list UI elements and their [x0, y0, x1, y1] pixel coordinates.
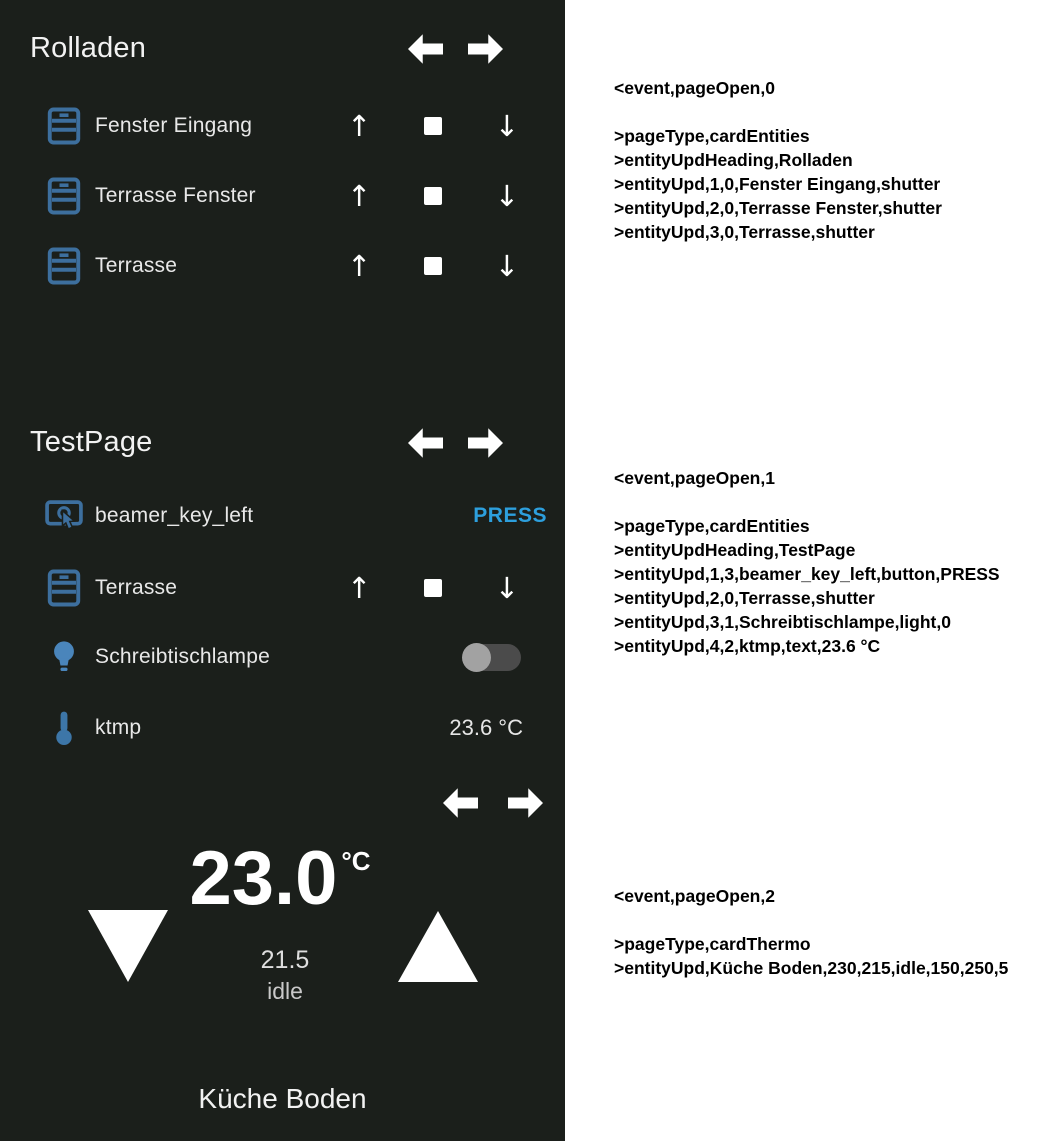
gesture-tap-button-icon [44, 494, 84, 538]
arrow-left-icon [408, 33, 443, 65]
log-line: >entityUpd,1,3,beamer_key_left,button,PRESS [614, 564, 1000, 584]
log-event-line: <event,pageOpen,1 [614, 468, 775, 488]
page-next-button[interactable] [468, 33, 503, 65]
shutter-down-button[interactable]: ↓ [494, 248, 519, 283]
temperature-value: 23.0 [189, 836, 338, 921]
window-shutter-icon [44, 566, 84, 610]
page-prev-button[interactable] [408, 33, 443, 65]
thermometer-icon [44, 706, 84, 750]
current-temperature [150, 836, 410, 921]
card-heading-testpage: TestPage [30, 426, 153, 458]
log-line: >entityUpd,2,0,Terrasse,shutter [614, 588, 875, 608]
entity-name: Terrasse [95, 254, 178, 277]
arrow-right-icon [468, 33, 503, 65]
entity-row [0, 622, 565, 692]
window-shutter-icon [44, 104, 84, 148]
entity-row [0, 693, 565, 763]
arrow-left-icon [443, 787, 478, 819]
entity-name: ktmp [95, 716, 142, 739]
log-line: >entityUpd,3,1,Schreibtischlampe,light,0 [614, 612, 951, 632]
log-line: >entityUpdHeading,TestPage [614, 540, 856, 560]
log-line: >pageType,cardEntities [614, 516, 810, 536]
arrow-right-icon [508, 787, 543, 819]
entity-row [0, 481, 565, 551]
shutter-up-button[interactable]: ↑ [347, 108, 372, 143]
shutter-up-button[interactable]: ↑ [347, 248, 372, 283]
thermostat-title: Küche Boden [198, 1083, 367, 1114]
shutter-stop-button[interactable] [424, 579, 442, 597]
lightbulb-icon [44, 635, 84, 679]
page-next-button[interactable] [468, 427, 503, 459]
log-line: >pageType,cardThermo [614, 934, 811, 954]
page-next-button[interactable] [508, 787, 543, 819]
temp-up-button[interactable] [398, 911, 478, 982]
arrow-right-icon [468, 427, 503, 459]
shutter-stop-button[interactable] [424, 117, 442, 135]
shutter-stop-button[interactable] [424, 187, 442, 205]
entity-name: beamer_key_left [95, 504, 254, 527]
log-line: >entityUpd,1,0,Fenster Eingang,shutter [614, 174, 941, 194]
light-toggle[interactable] [463, 644, 521, 671]
temp-down-button[interactable] [88, 910, 168, 982]
entity-row [0, 161, 565, 231]
hvac-state: idle [267, 978, 303, 1004]
sensor-value: 23.6 °C [449, 715, 523, 740]
window-shutter-icon [44, 174, 84, 218]
page-prev-button[interactable] [408, 427, 443, 459]
log-line: >pageType,cardEntities [614, 126, 810, 146]
target-temperature: 21.5 [260, 946, 310, 974]
entity-name: Terrasse Fenster [95, 184, 256, 207]
log-event-line: <event,pageOpen,0 [614, 78, 775, 98]
entity-row [0, 91, 565, 161]
entity-name: Fenster Eingang [95, 114, 253, 137]
entity-name: Terrasse [95, 576, 178, 599]
shutter-up-button[interactable]: ↑ [347, 570, 372, 605]
log-block-page0 [614, 76, 942, 244]
shutter-down-button[interactable]: ↓ [494, 108, 519, 143]
log-line: >entityUpdHeading,Rolladen [614, 150, 853, 170]
log-line: >entityUpd,4,2,ktmp,text,23.6 °C [614, 636, 881, 656]
entity-row [0, 231, 565, 301]
log-line: >entityUpd,2,0,Terrasse Fenster,shutter [614, 198, 942, 218]
log-block-page2 [614, 884, 1008, 980]
shutter-down-button[interactable]: ↓ [494, 570, 519, 605]
shutter-down-button[interactable]: ↓ [494, 178, 519, 213]
entity-name: Schreibtischlampe [95, 645, 270, 668]
shutter-stop-button[interactable] [424, 257, 442, 275]
entity-row [0, 553, 565, 623]
arrow-left-icon [408, 427, 443, 459]
temperature-unit: °C [341, 845, 371, 876]
log-line: >entityUpd,3,0,Terrasse,shutter [614, 222, 875, 242]
window-shutter-icon [44, 244, 84, 288]
log-block-page1 [614, 466, 1000, 658]
shutter-up-button[interactable]: ↑ [347, 178, 372, 213]
card-heading-rolladen: Rolladen [30, 32, 147, 64]
press-button[interactable]: PRESS [473, 504, 547, 527]
page-prev-button[interactable] [443, 787, 478, 819]
log-event-line: <event,pageOpen,2 [614, 886, 775, 906]
log-line: >entityUpd,Küche Boden,230,215,idle,150,250,5 [614, 958, 1009, 978]
toggle-knob[interactable] [462, 643, 491, 672]
